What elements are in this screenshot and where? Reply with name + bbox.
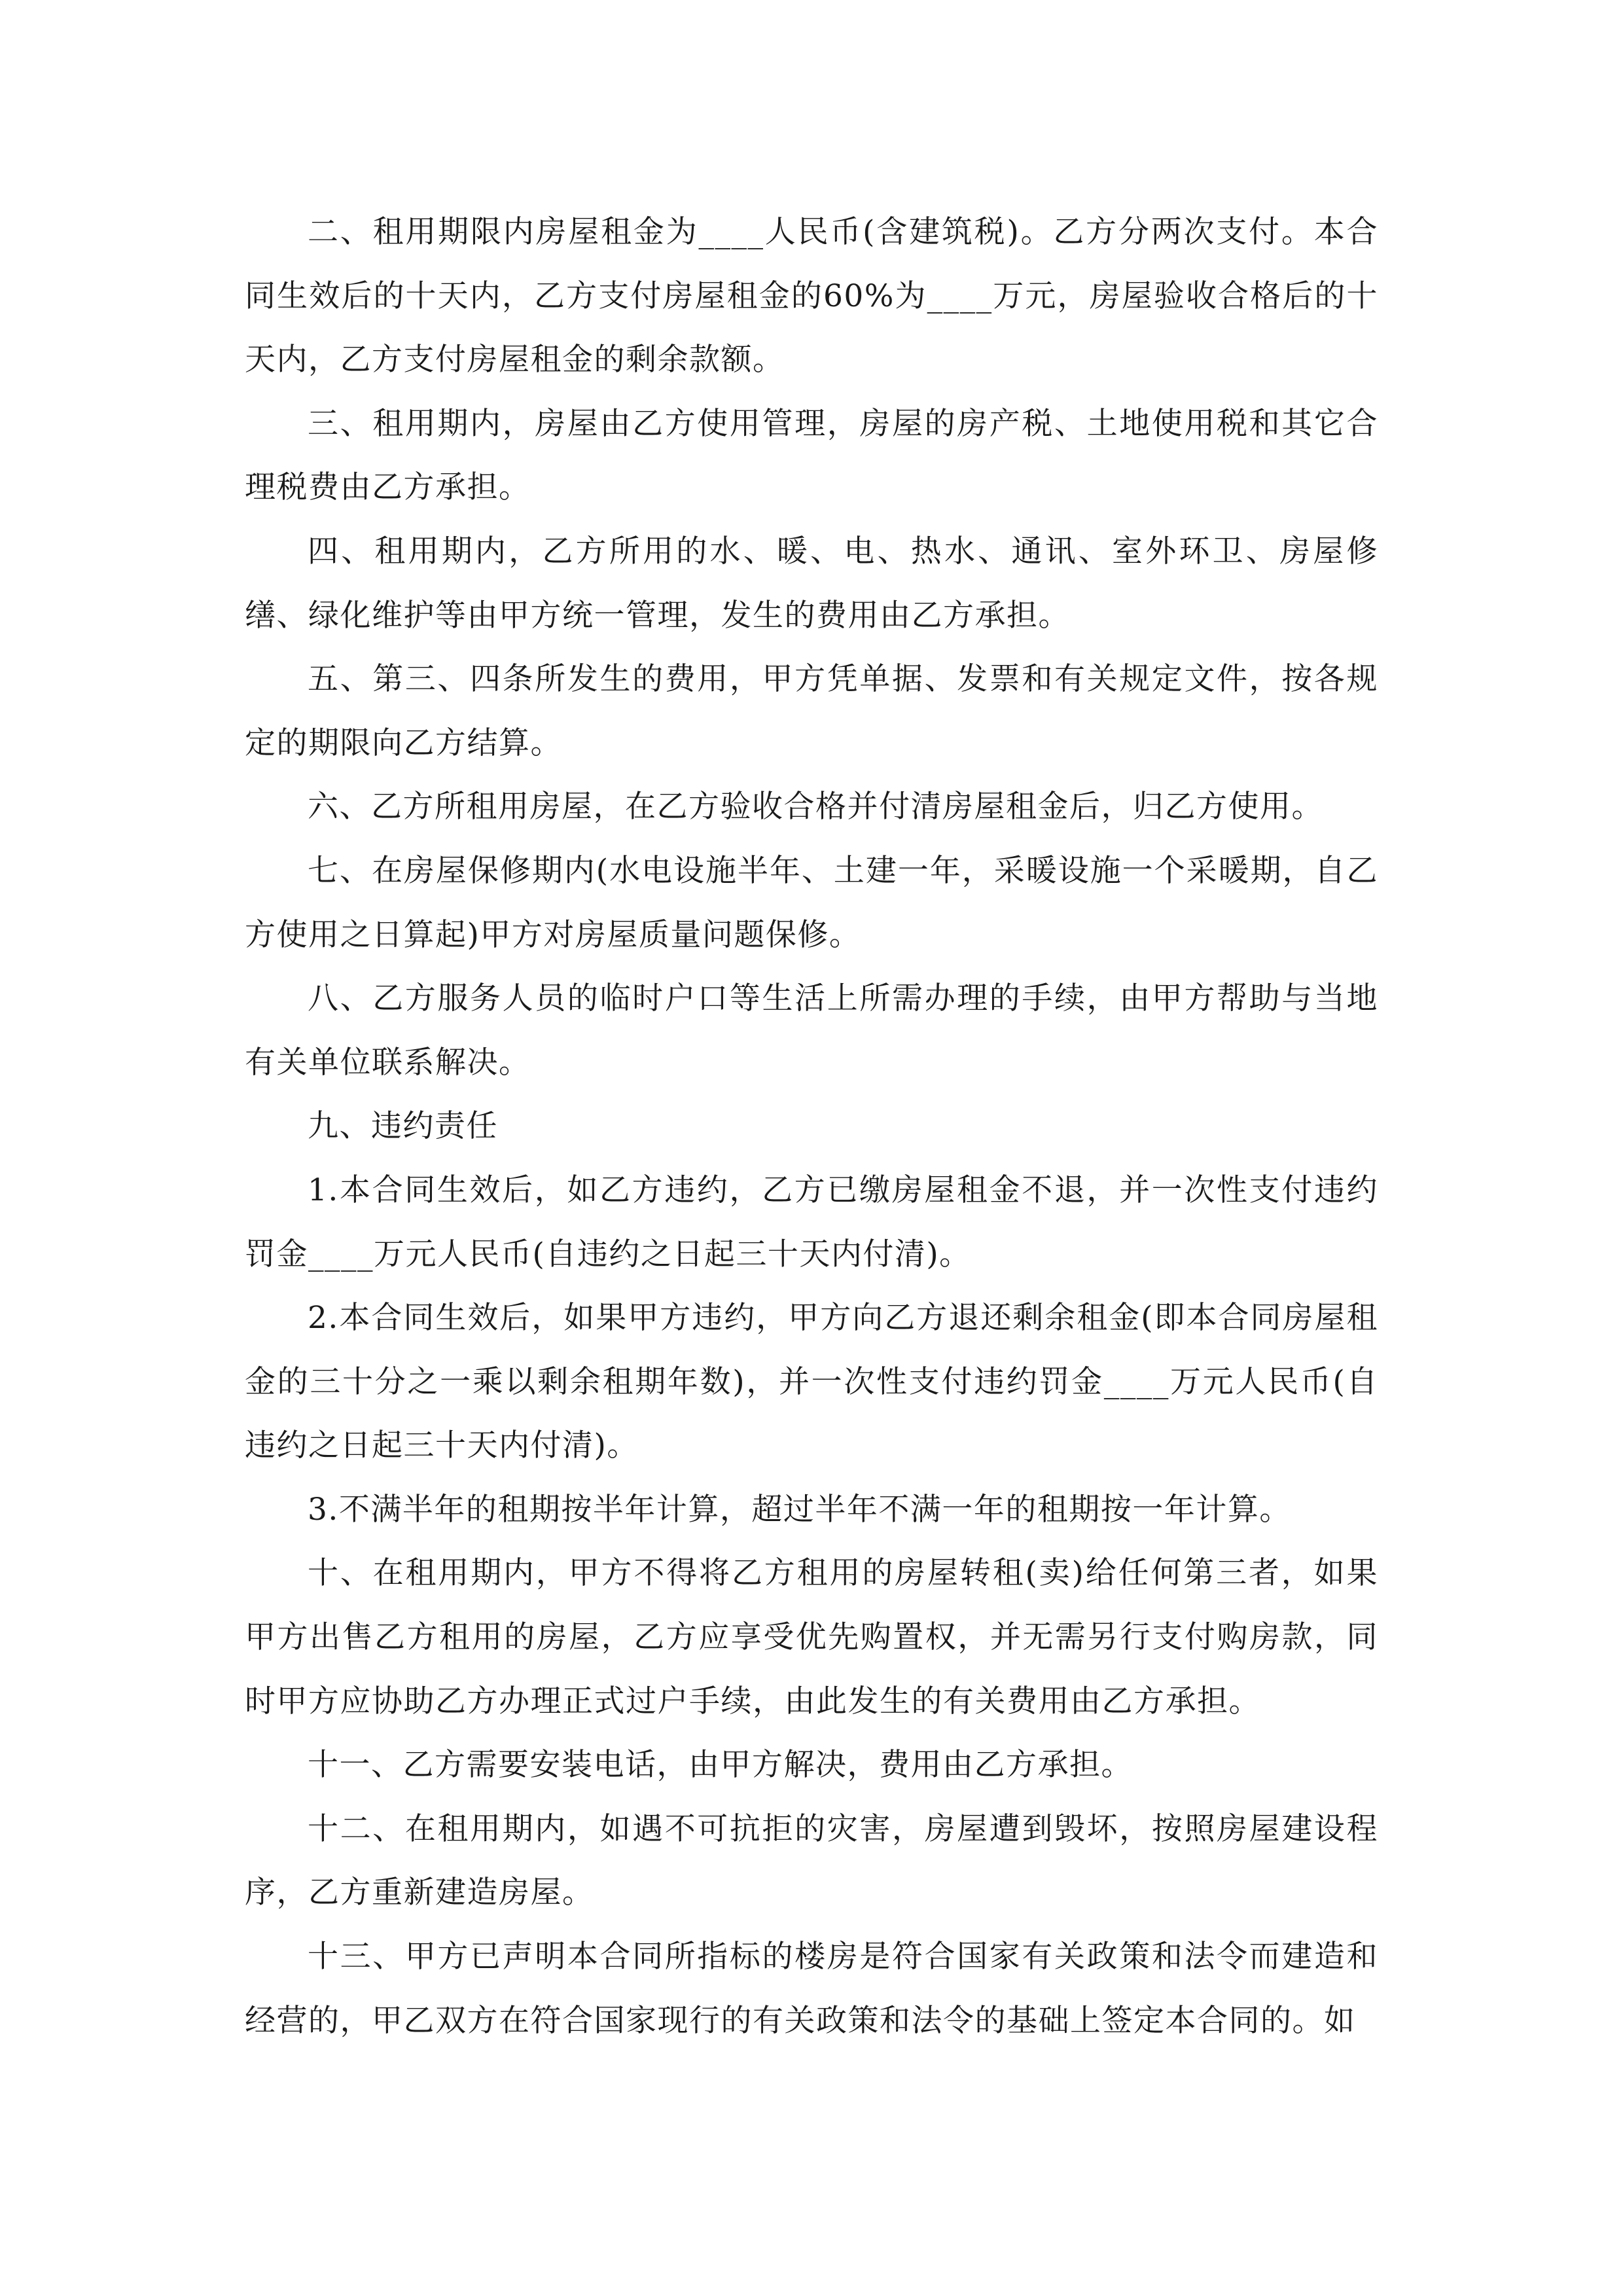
clause-9-item-2: 2.本合同生效后，如果甲方违约，甲方向乙方退还剩余租金(即本合同房屋租金的三十分之一乘以剩余租期年数)，并一次性支付违约罚金____万元人民币(自违约之日起三十天内付清)。 (245, 1300, 1378, 1464)
clause-11-telephone: 十一、乙方需要安装电话，由甲方解决，费用由乙方承担。 (308, 1747, 1133, 1784)
clause-9-item-3: 3.不满半年的租期按半年计算，超过半年不满一年的租期按一年计算。 (308, 1491, 1291, 1528)
clause-12-force-majeure: 十二、在租用期内，如遇不可抗拒的灾害，房屋遭到毁坏，按照房屋建设程序，乙方重新建造房屋。 (245, 1810, 1378, 1911)
clause-3-taxes: 三、租用期内，房屋由乙方使用管理，房屋的房产税、土地使用税和其它合理税费由乙方承担。 (245, 405, 1378, 506)
clause-10-sublet: 十、在租用期内，甲方不得将乙方租用的房屋转租(卖)给任何第三者，如果甲方出售乙方租用的房屋，乙方应享受优先购置权，并无需另行支付购房款，同时甲方应协助乙方办理正式过户手续，由此发生的有关费用由乙方承担。 (245, 1555, 1378, 1719)
clause-6-ownership: 六、乙方所租用房屋，在乙方验收合格并付清房屋租金后，归乙方使用。 (308, 789, 1323, 825)
clause-8-staff-registration: 八、乙方服务人员的临时户口等生活上所需办理的手续，由甲方帮助与当地有关单位联系解决。 (245, 980, 1378, 1081)
clause-7-warranty: 七、在房屋保修期内(水电设施半年、土建一年，采暖设施一个采暖期，自乙方使用之日算起)甲方对房屋质量问题保修。 (245, 852, 1378, 953)
clause-5-settlement: 五、第三、四条所发生的费用，甲方凭单据、发票和有关规定文件，按各规定的期限向乙方结算。 (245, 661, 1378, 761)
clause-2-rent-payment: 二、租用期限内房屋租金为____人民币(含建筑税)。乙方分两次支付。本合同生效后的十天内，乙方支付房屋租金的60%为____万元，房屋验收合格后的十天内，乙方支付房屋租金的剩余款额。 (245, 214, 1378, 378)
clause-13-declaration: 十三、甲方已声明本合同所指标的楼房是符合国家有关政策和法令而建造和经营的，甲乙双方在符合国家现行的有关政策和法令的基础上签定本合同的。如 (245, 1939, 1378, 2039)
clause-9-heading: 九、违约责任 (308, 1108, 498, 1145)
contract-body (245, 200, 1378, 2053)
clause-9-item-1: 1.本合同生效后，如乙方违约，乙方已缴房屋租金不退，并一次性支付违约罚金____万元人民币(自违约之日起三十天内付清)。 (245, 1172, 1378, 1272)
clause-4-utilities: 四、租用期内，乙方所用的水、暖、电、热水、通讯、室外环卫、房屋修缮、绿化维护等由甲方统一管理，发生的费用由乙方承担。 (245, 533, 1378, 634)
